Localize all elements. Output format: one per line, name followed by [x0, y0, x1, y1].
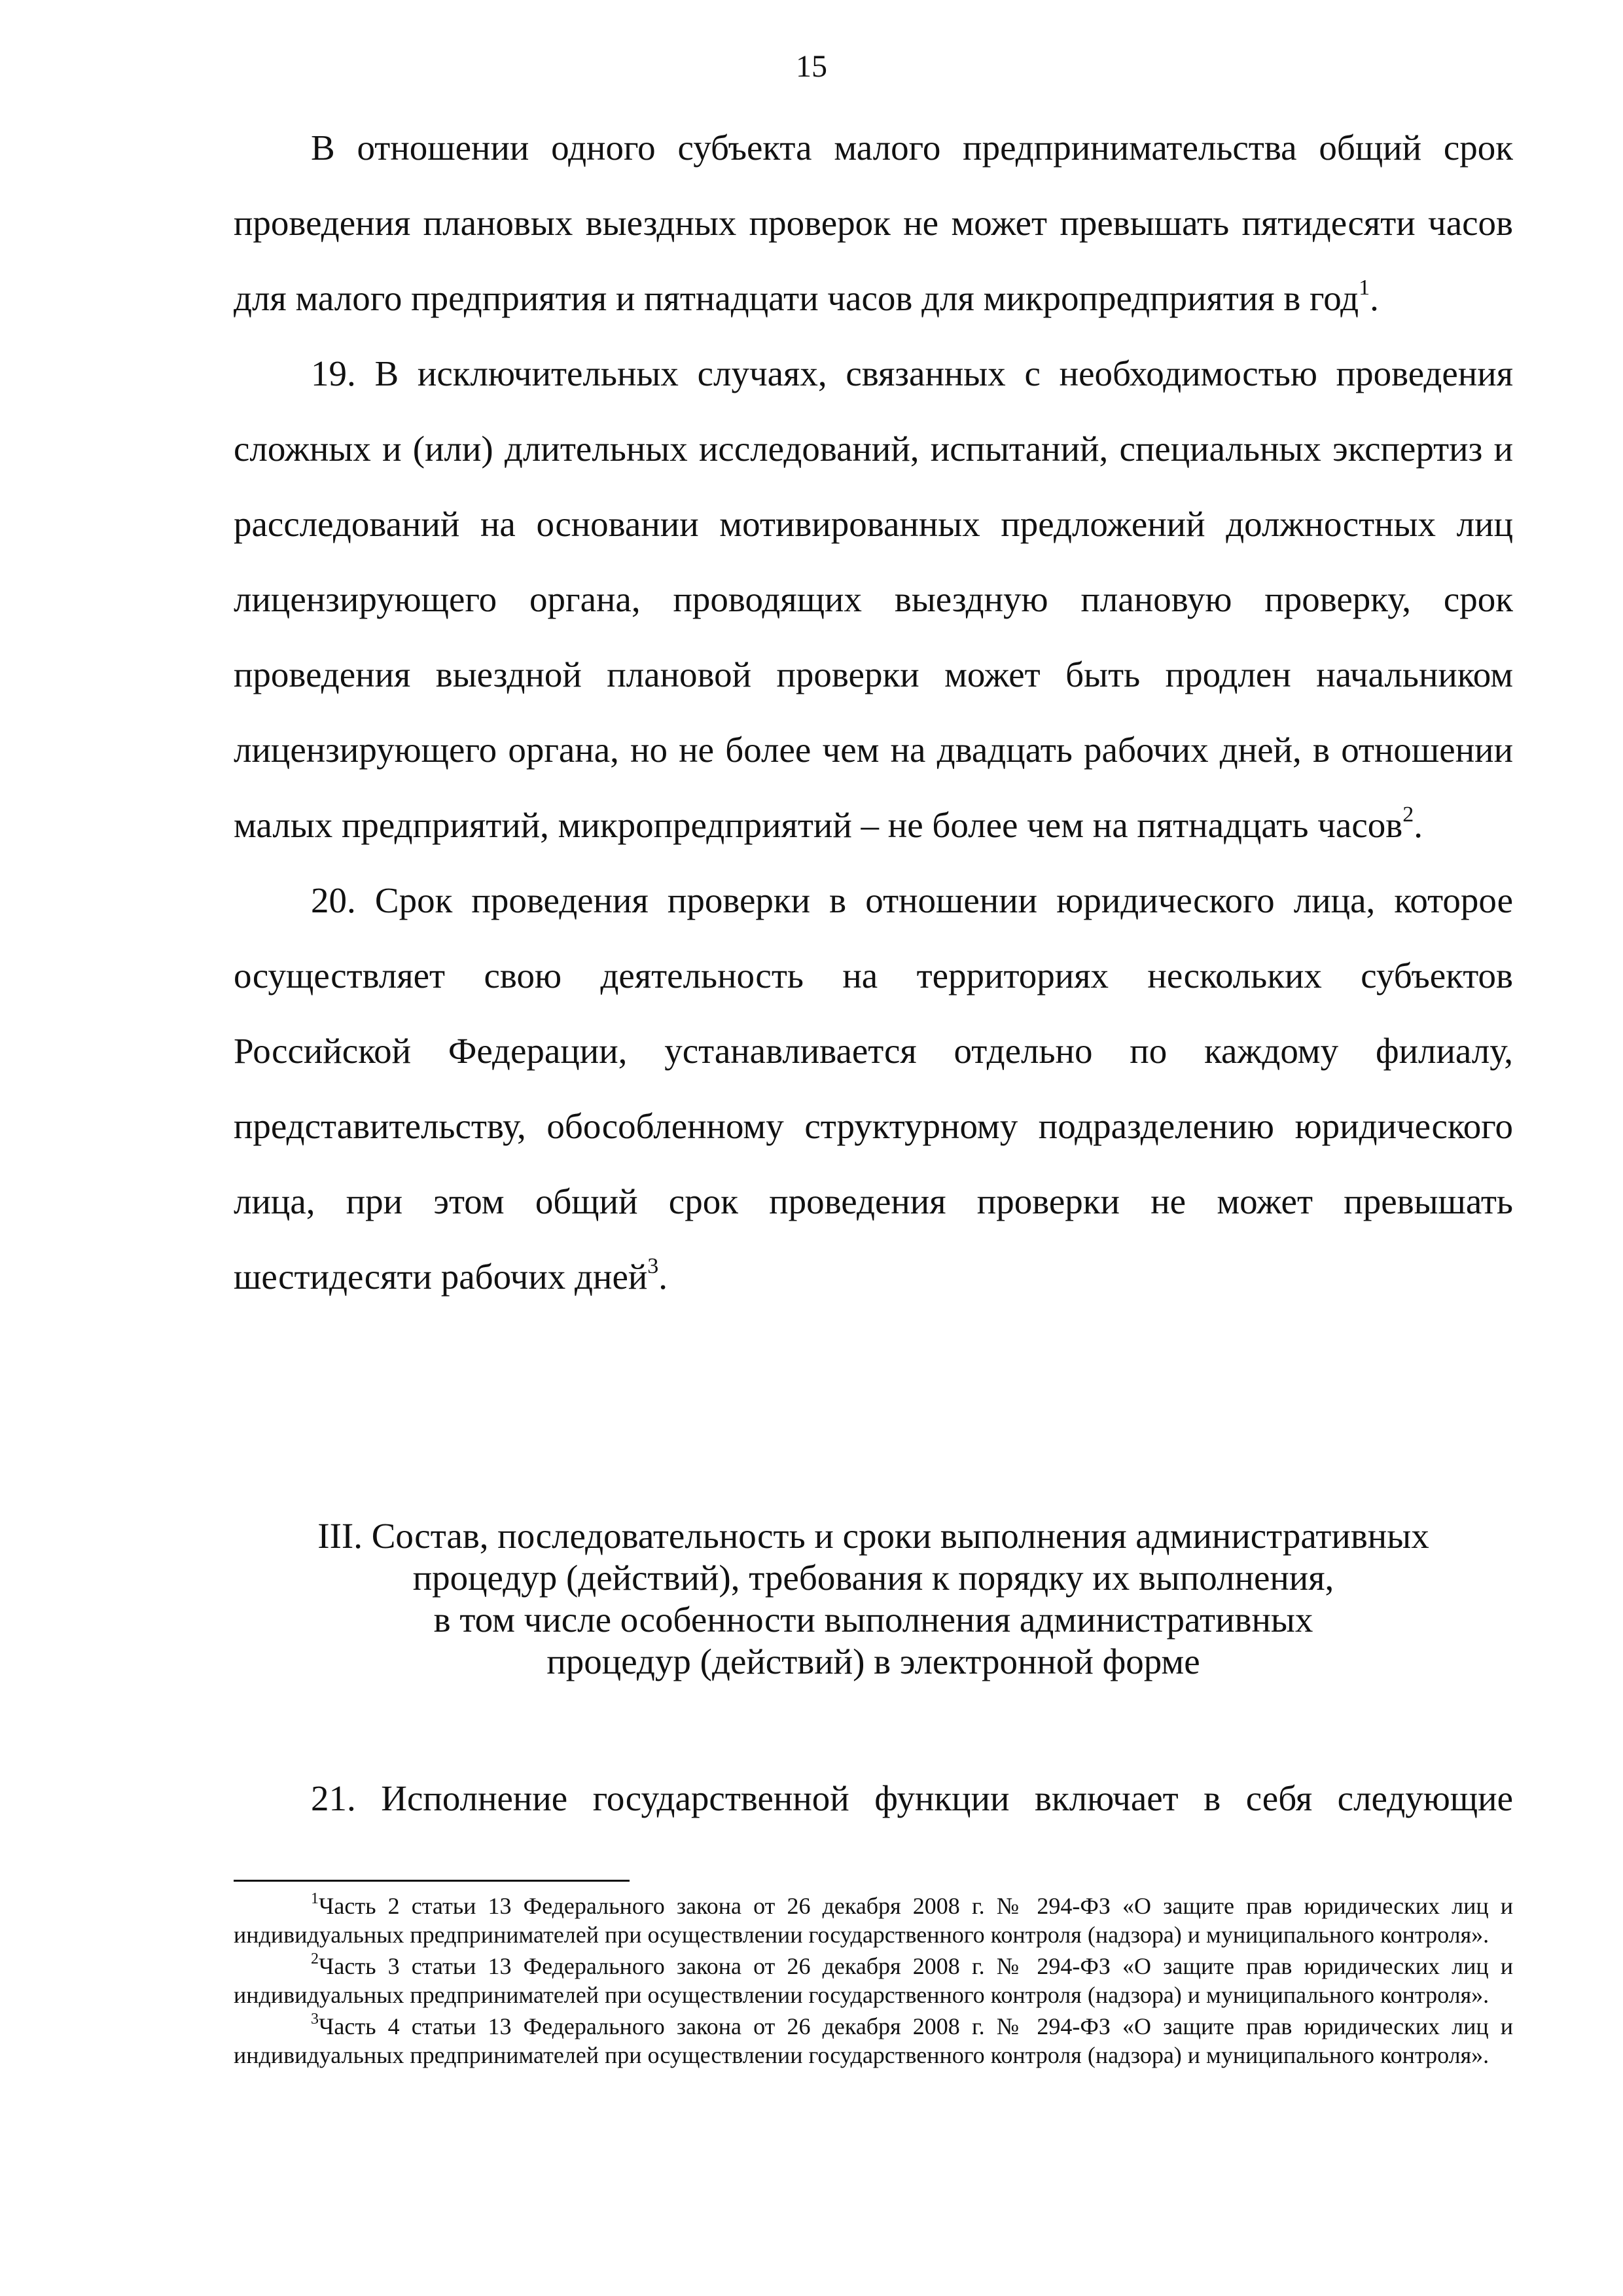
- footnote-ref: 3: [647, 1254, 659, 1278]
- footnote-3: [234, 2012, 1513, 2070]
- paragraph-end: .: [658, 1257, 668, 1297]
- section-heading-line: процедур (действий) в электронной форме: [546, 1641, 1200, 1681]
- footnote-mark: 1: [311, 1890, 319, 1907]
- paragraph-end: .: [1370, 278, 1379, 318]
- section-heading-line: процедур (действий), требования к порядку их выполнения,: [412, 1558, 1334, 1598]
- paragraph-small-business-limit: [234, 110, 1513, 336]
- footnote-mark: 3: [311, 2011, 319, 2028]
- section-heading: [234, 1515, 1513, 1683]
- footnote-text: Часть 4 статьи 13 Федерального закона от 26 декабря 2008 г. № 294-ФЗ «О защите прав юридических лиц и индивидуальных предпринимателей при осуществлении государственного контроля (надзора) и муниципального контроля».: [234, 2013, 1513, 2068]
- paragraph-end: .: [1414, 805, 1423, 845]
- paragraph-21: 21. Исполнение государственной функции включает в себя следующие: [311, 1778, 1513, 1818]
- section-heading-line: в том числе особенности выполнения административных: [433, 1600, 1313, 1640]
- footnotes: [234, 1892, 1513, 2072]
- paragraph-text: В отношении одного субъекта малого предпринимательства общий срок проведения плановых выездных проверок не может превышать пятидесяти часов для малого предприятия и пятнадцати часов для микропредприятия в год: [234, 128, 1513, 318]
- footnote-2: [234, 1952, 1513, 2009]
- paragraph-text: 20. Срок проведения проверки в отношении юридического лица, которое осуществляет свою деятельность на территориях нескольких субъектов Российской Федерации, устанавливается отдельно по каждому филиалу, представительству, обособленному структурному подразделению юридического лица, при этом общий срок проведения проверки не может превышать шестидесяти рабочих дней: [234, 880, 1513, 1297]
- body-text: [234, 110, 1513, 1314]
- paragraph-20: [234, 863, 1513, 1314]
- section-heading-line: III. Состав, последовательность и сроки выполнения административных: [317, 1516, 1429, 1556]
- paragraph-19: [234, 336, 1513, 863]
- footnote-text: Часть 3 статьи 13 Федерального закона от 26 декабря 2008 г. № 294-ФЗ «О защите прав юридических лиц и индивидуальных предпринимателей при осуществлении государственного контроля (надзора) и муниципального контроля».: [234, 1953, 1513, 2008]
- footnote-mark: 2: [311, 1950, 319, 1967]
- footnote-text: Часть 2 статьи 13 Федерального закона от 26 декабря 2008 г. № 294-ФЗ «О защите прав юридических лиц и индивидуальных предпринимателей при осуществлении государственного контроля (надзора) и муниципального контроля».: [234, 1893, 1513, 1948]
- page-number: 15: [796, 49, 827, 84]
- footnote-ref: 1: [1359, 276, 1370, 300]
- paragraph-text: 19. В исключительных случаях, связанных с необходимостью проведения сложных и (или) длительных исследований, испытаний, специальных экспертиз и расследований на основании мотивированных предложений должностных лиц лицензирующего органа, проводящих выездную плановую проверку, срок проведения выездной плановой проверки может быть продлен начальником лицензирующего органа, но не более чем на двадцать рабочих дней, в отношении малых предприятий, микропредприятий – не более чем на пятнадцать часов: [234, 353, 1513, 845]
- footnote-separator: [234, 1880, 630, 1882]
- footnote-1: [234, 1892, 1513, 1949]
- footnote-ref: 2: [1402, 802, 1414, 827]
